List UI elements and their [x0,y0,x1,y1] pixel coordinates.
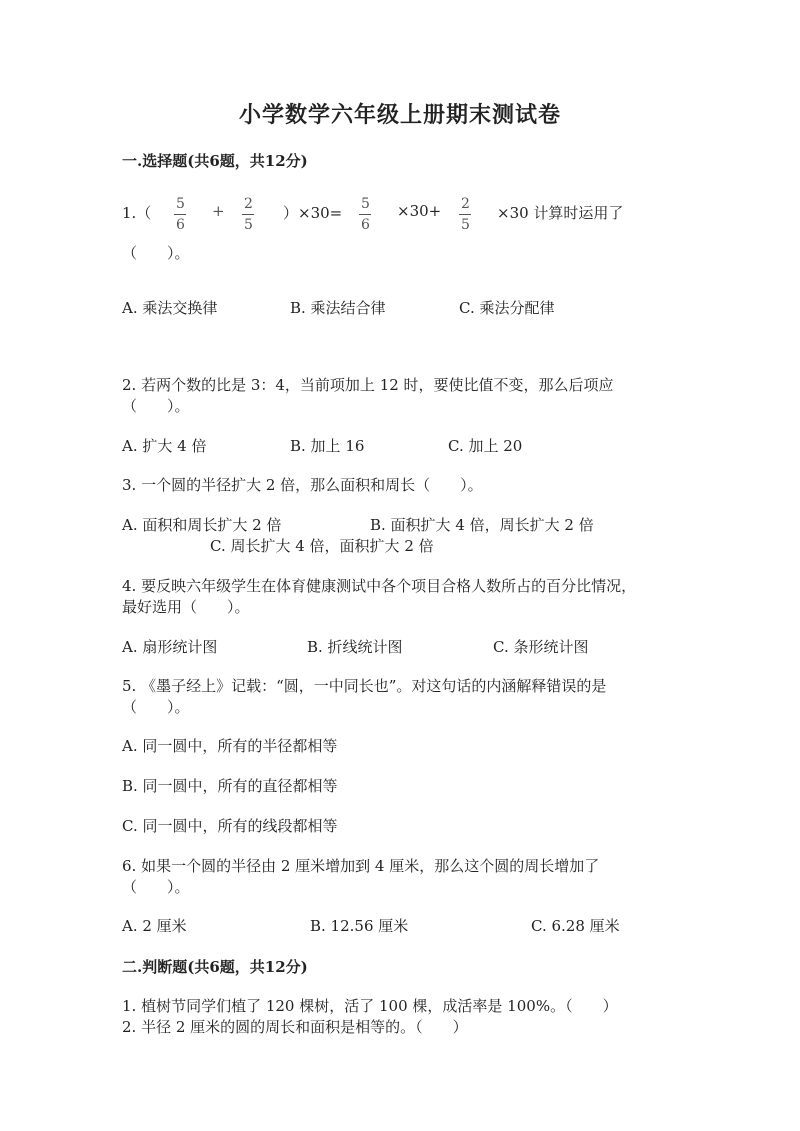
fraction-denominator: 5 [461,217,470,233]
section-heading-choice: 一.选择题(共6题，共12分) [122,152,308,170]
section-heading-judge: 二.判断题(共6题，共12分) [122,958,308,976]
fraction-denominator: 6 [176,217,185,233]
q3-option-b: B. 面积扩大 4 倍，周长扩大 2 倍 [370,516,594,534]
page-title: 小学数学六年级上册期末测试卷 [238,102,561,128]
fraction-2 [242,197,255,232]
q1-answer-blank: （ ）。 [122,244,190,262]
q3-text-line1: 3. 一个圆的半径扩大 2 倍，那么面积和周长（ ）。 [122,476,483,494]
fraction-numerator: 5 [361,196,370,212]
q4-option-c: C. 条形统计图 [493,638,589,656]
q2-text-line1: 2. 若两个数的比是 3：4，当前项加上 12 时，要使比值不变，那么后项应 [122,376,614,394]
q1-number: 1.（ [122,204,152,222]
q1-option-a: A. 乘法交换律 [122,299,218,317]
judge-question-2: 2. 半径 2 厘米的圆的周长和面积是相等的。（ ） [122,1018,468,1036]
q4-text-line1: 4. 要反映六年级学生在体育健康测试中各个项目合格人数所占的百分比情况， [122,577,637,595]
q3-option-c: C. 周长扩大 4 倍，面积扩大 2 倍 [210,537,434,555]
q2-text-line2: （ ）。 [122,397,190,415]
fraction-denominator: 5 [244,217,253,233]
plus-sign: + [212,202,225,220]
fraction-numerator: 5 [176,196,185,212]
q5-option-c: C. 同一圆中，所有的线段都相等 [122,817,338,835]
fraction-3 [359,197,372,232]
fraction-4 [459,197,472,232]
q5-text-line1: 5. 《墨子经上》记载：“圆，一中同长也”。对这句话的内涵解释错误的是 [122,677,607,695]
q2-option-b: B. 加上 16 [290,437,365,455]
q6-option-a: A. 2 厘米 [122,917,187,935]
q4-option-b: B. 折线统计图 [307,638,403,656]
q6-text-line1: 6. 如果一个圆的半径由 2 厘米增加到 4 厘米，那么这个圆的周长增加了 [122,857,600,875]
q5-option-a: A. 同一圆中，所有的半径都相等 [122,737,338,755]
q5-text-line2: （ ）。 [122,698,190,716]
fraction-numerator: 2 [461,196,470,212]
q3-option-a: A. 面积和周长扩大 2 倍 [122,516,282,534]
q1-mid-text: ）×30= [283,204,343,222]
fraction-numerator: 2 [244,196,253,212]
q1-mid2-text: ×30+ [397,202,442,220]
q1-option-b: B. 乘法结合律 [290,299,386,317]
fraction-1 [174,197,187,232]
q6-option-b: B. 12.56 厘米 [310,917,409,935]
judge-question-1: 1. 植树节同学们植了 120 棵树，活了 100 棵，成活率是 100%。（ ） [122,997,618,1015]
q5-option-b: B. 同一圆中，所有的直径都相等 [122,777,338,795]
q2-option-a: A. 扩大 4 倍 [122,437,207,455]
q6-option-c: C. 6.28 厘米 [531,917,620,935]
q1-tail-text: ×30 计算时运用了 [497,204,624,222]
q6-text-line2: （ ）。 [122,878,190,896]
q4-option-a: A. 扇形统计图 [122,638,218,656]
q1-option-c: C. 乘法分配律 [459,299,555,317]
q4-text-line2: 最好选用（ ）。 [122,598,250,616]
fraction-denominator: 6 [361,217,370,233]
q2-option-c: C. 加上 20 [448,437,523,455]
